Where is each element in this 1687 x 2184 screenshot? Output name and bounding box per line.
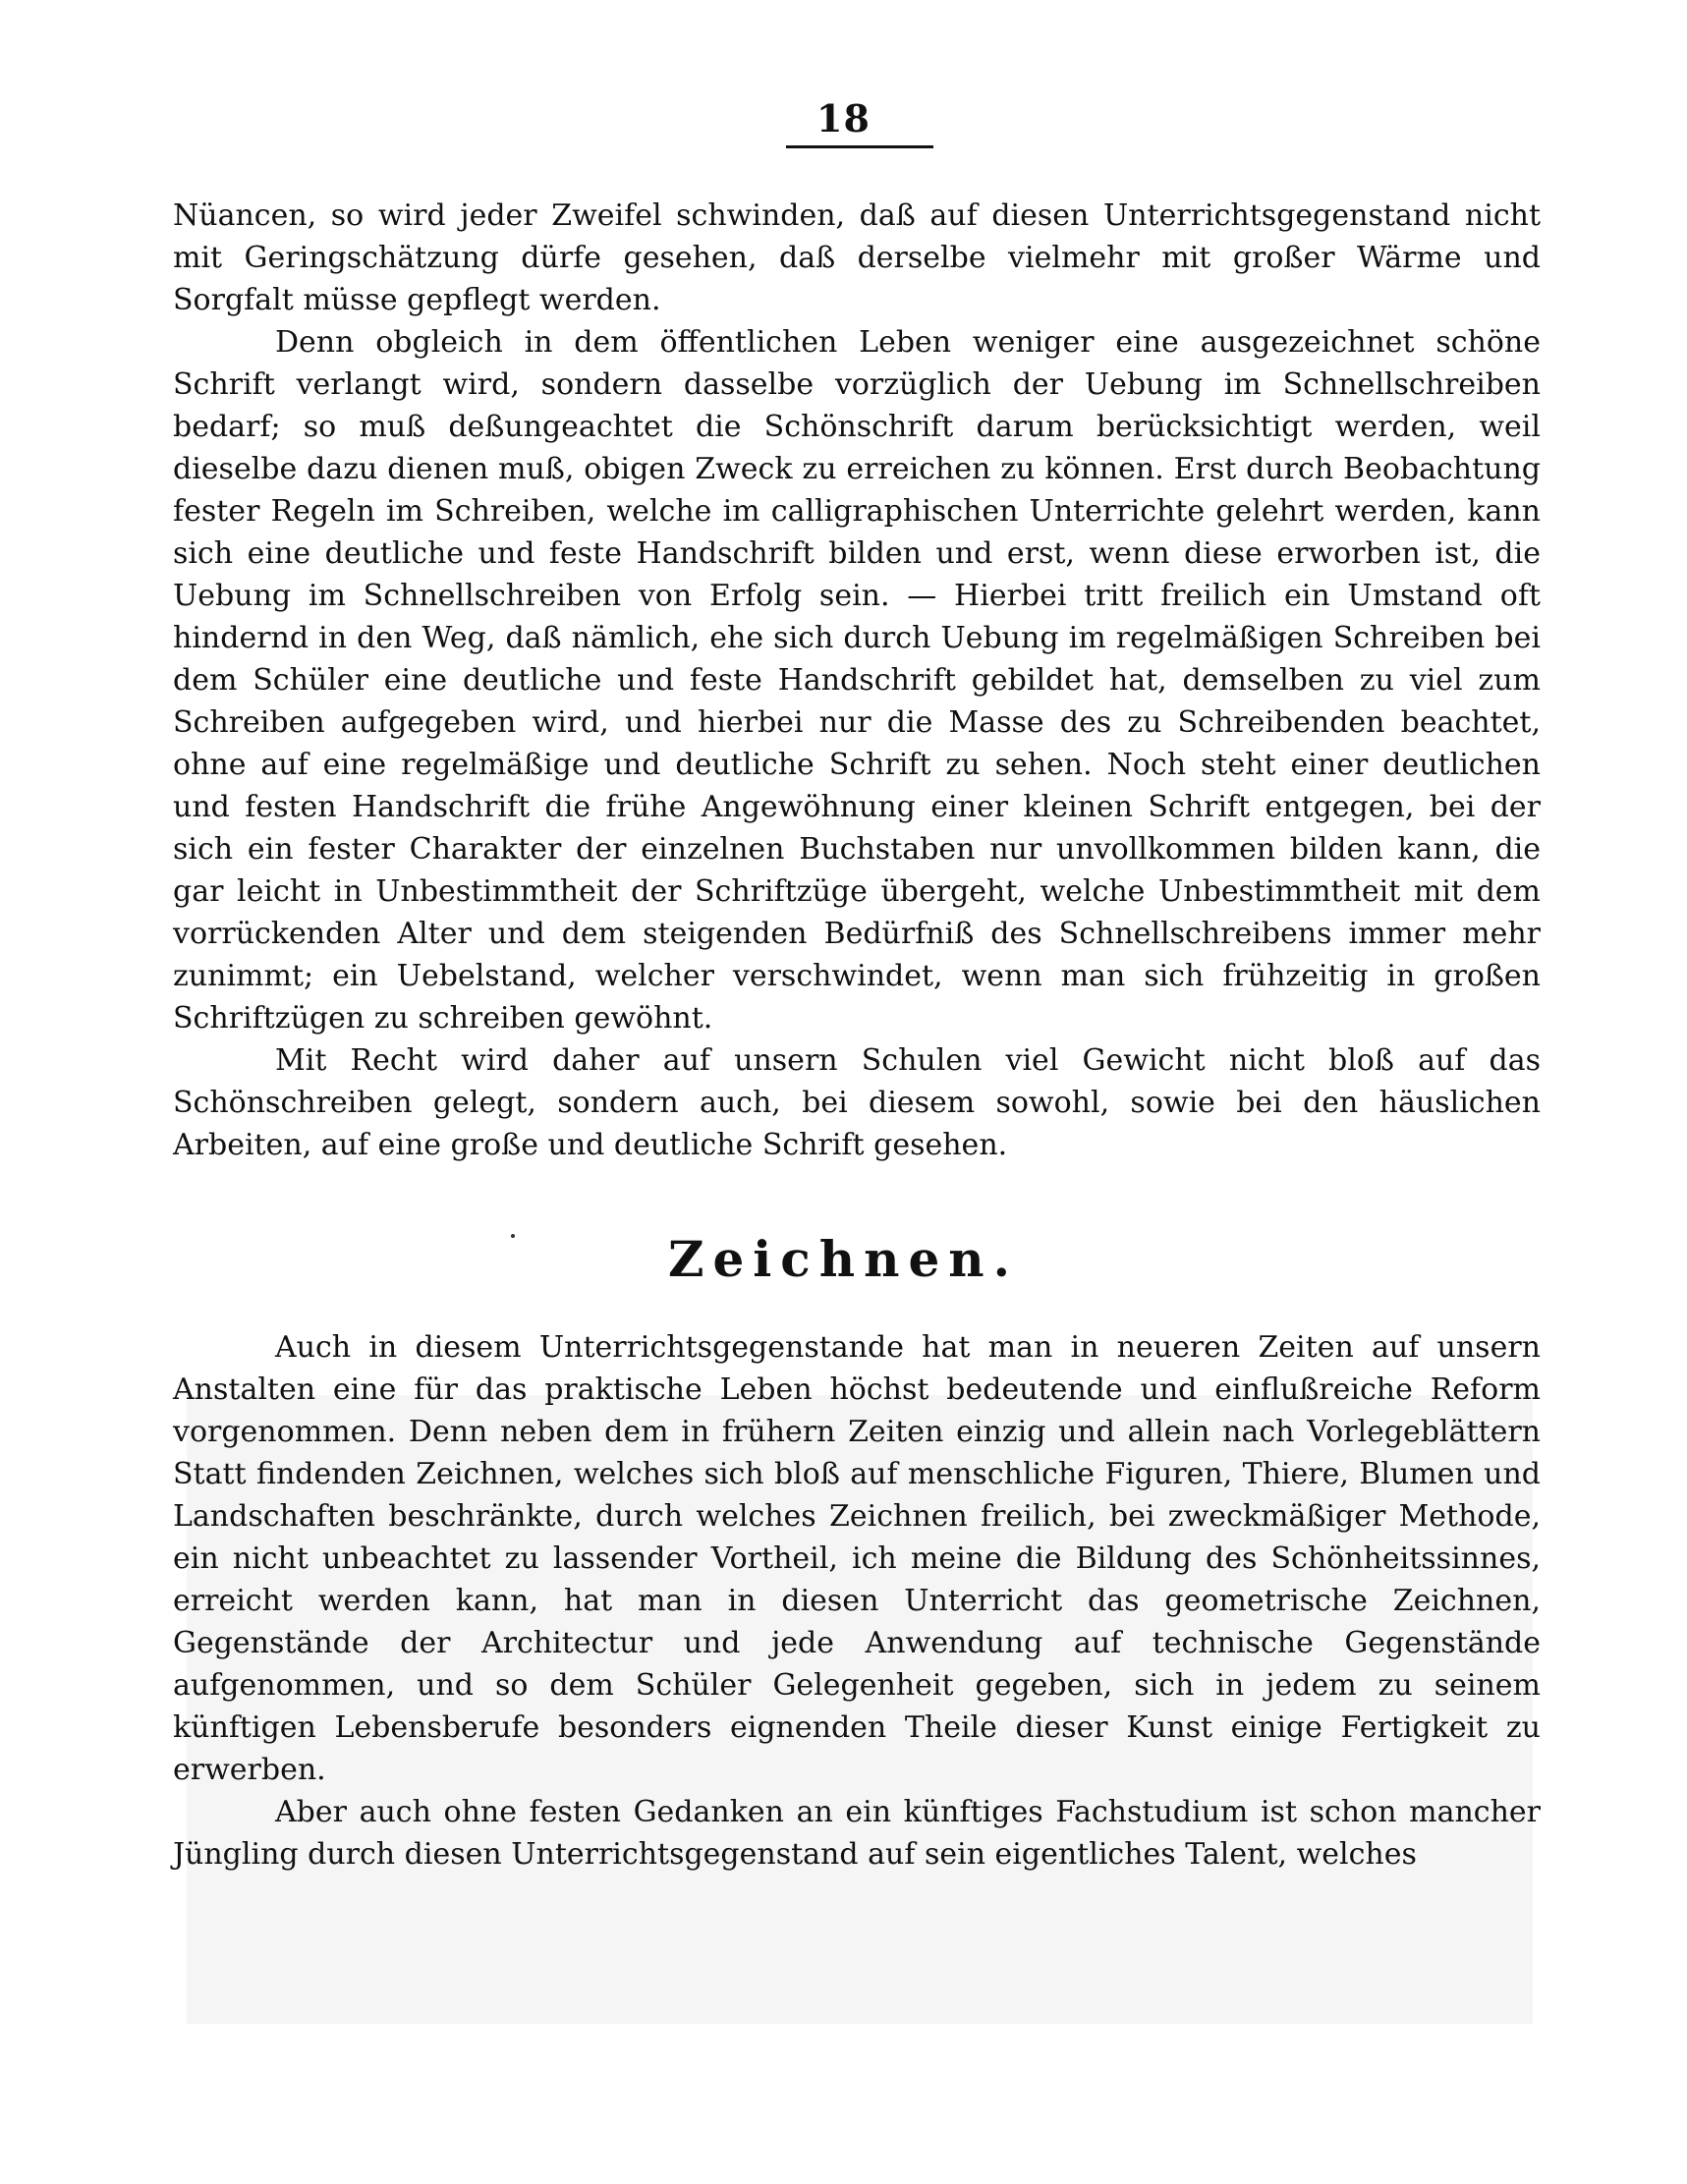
page-number-rule [786, 145, 933, 148]
page-number: 18 [816, 96, 871, 140]
section-heading: Zeichnen. [667, 1230, 1020, 1288]
paragraph: Denn obgleich in dem öffentlichen Leben weniger eine ausgezeichnet schöne Schrift verlangt wird, sondern dasselbe vorzüglich der Uebung im Schnellschreiben bedarf; so muß deßungeachtet die Schönschrift darum berücksichtigt werden, weil dieselbe dazu dienen muß, obigen Zweck zu erreichen zu können. Erst durch Beobachtung fester Regeln im Schreiben, welche im calligraphischen Unterrichte gelehrt werden, kann sich eine deutliche und feste Handschrift bilden und erst, wenn diese erworben ist, die Uebung im Schnellschreiben von Erfolg sein. — Hierbei tritt freilich ein Umstand oft hindernd in den Weg, daß nämlich, ehe sich durch Uebung im regelmäßigen Schreiben bei dem Schüler eine deutliche und feste Handschrift gebildet hat, demselben zu viel zum Schreiben aufgegeben wird, und hierbei nur die Masse des zu Schreibenden beachtet, ohne auf eine regelmäßige und deutliche Schrift zu sehen. Noch steht einer deutlichen und festen Handschrift die frühe Angewöhnung einer kleinen Schrift entgegen, bei der sich ein fester Charakter der einzelnen Buchstaben nur unvollkommen bilden kann, die gar leicht in Unbestimmtheit der Schriftzüge übergeht, welche Unbestimmtheit mit dem vorrückenden Alter und dem steigenden Bedürfniß des Schnellschreibens immer mehr zunimmt; ein Uebelstand, welcher verschwindet, wenn man sich frühzeitig in großen Schriftzügen zu schreiben gewöhnt. [173, 325, 1541, 1036]
paragraph: Mit Recht wird daher auf unsern Schulen viel Gewicht nicht bloß auf das Schönschreiben gelegt, sondern auch, bei diesem sowohl, sowie bei den häuslichen Arbeiten, auf eine große und deutliche Schrift gesehen. [173, 1043, 1541, 1162]
body-text-upper [173, 195, 1541, 1166]
paragraph: Nüancen, so wird jeder Zweifel schwinden, daß auf diesen Unterrichtsgegenstand nicht mit Geringschätzung dürfe gesehen, daß derselbe vielmehr mit großer Wärme und Sorgfalt müsse gepflegt werden. [173, 198, 1541, 317]
body-text-lower [173, 1326, 1541, 1876]
paragraph: Aber auch ohne festen Gedanken an ein künftiges Fachstudium ist schon mancher Jüngling durch diesen Unterrichtsgegenstand auf sein eigentliches Talent, welches [173, 1795, 1541, 1872]
paragraph: Auch in diesem Unterrichtsgegenstande hat man in neueren Zeiten auf unsern Anstalten eine für das praktische Leben höchst bedeutende und einflußreiche Reform vorgenommen. Denn neben dem in frühern Zeiten einzig und allein nach Vorlegeblättern Statt findenden Zeichnen, welches sich bloß auf menschliche Figuren, Thiere, Blumen und Landschaften beschränkte, durch welches Zeichnen freilich, bei zweckmäßiger Methode, ein nicht unbeachtet zu lassender Vortheil, ich meine die Bildung des Schönheitssinnes, erreicht werden kann, hat man in diesen Unterricht das geometrische Zeichnen, Gegenstände der Architectur und jede Anwendung auf technische Gegenstände aufgenommen, und so dem Schüler Gelegenheit gegeben, sich in jedem zu seinem künftigen Lebensberufe besonders eignenden Theile dieser Kunst einige Fertigkeit zu erwerben. [173, 1330, 1541, 1787]
